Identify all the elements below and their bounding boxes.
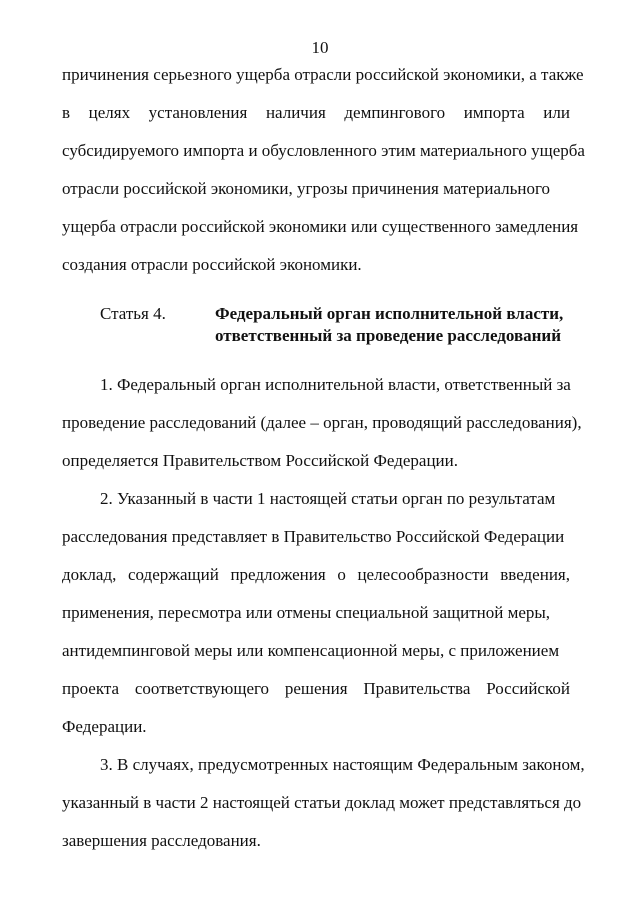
article-label: Статья 4. [100, 304, 166, 323]
text-line: расследования представляет в Правительство Российской Федерации [62, 527, 565, 546]
text-line: субсидируемого импорта и обусловленного этим материального ущерба [62, 141, 585, 160]
text-line-justified: проекта соответствующего решения Правительства Российской [62, 679, 570, 698]
text-line: указанный в части 2 настоящей статьи доклад может представляться до [62, 793, 582, 812]
text-line: определяется Правительством Российской Федерации. [62, 451, 459, 470]
article-title-line: ответственный за проведение расследований [215, 326, 562, 345]
text-line: ущерба отрасли российской экономики или существенного замедления [62, 217, 579, 236]
text-line-justified: доклад, содержащий предложения о целесообразности введения, [62, 565, 570, 584]
article-title-line: Федеральный орган исполнительной власти, [215, 304, 564, 323]
text-line: Федерации. [62, 717, 147, 736]
text-line: завершения расследования. [62, 831, 261, 850]
text-line: антидемпинговой меры или компенсационной меры, с приложением [62, 641, 560, 660]
text-line: 3. В случаях, предусмотренных настоящим Федеральным законом, [100, 755, 585, 774]
text-line: 1. Федеральный орган исполнительной власти, ответственный за [100, 375, 571, 394]
text-line: создания отрасли российской экономики. [62, 255, 362, 274]
text-line: причинения серьезного ущерба отрасли российской экономики, а также [62, 65, 584, 84]
page-number: 10 [311, 38, 329, 57]
text-line: отрасли российской экономики, угрозы причинения материального [62, 179, 551, 198]
text-line-justified: в целях установления наличия демпингового импорта или [62, 103, 570, 122]
text-line: 2. Указанный в части 1 настоящей статьи орган по результатам [100, 489, 556, 508]
text-line: применения, пересмотра или отмены специальной защитной меры, [62, 603, 551, 622]
text-line: проведение расследований (далее – орган, проводящий расследования), [62, 413, 582, 432]
